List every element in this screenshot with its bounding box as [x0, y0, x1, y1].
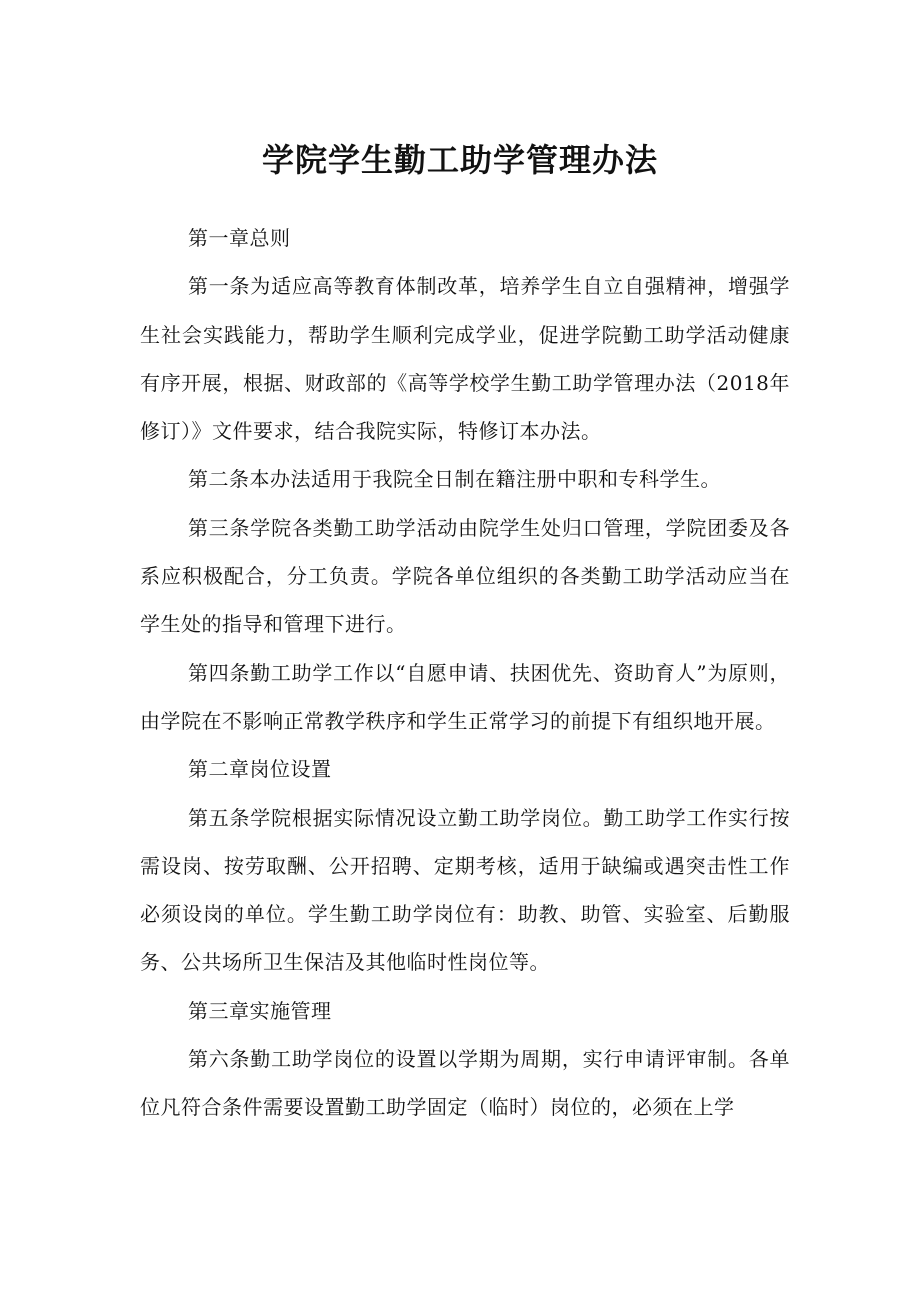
- article-5-paragraph: 第五条学院根据实际情况设立勤工助学岗位。勤工助学工作实行按需设岗、按劳取酬、公开招聘、定期考核，适用于缺编或遇突击性工作必须设岗的单位。学生勤工助学岗位有：助教、助管、实验室、后勤服务、公共场所卫生保洁及其他临时性岗位等。: [140, 805, 790, 975]
- document-body: [140, 214, 790, 1132]
- article-6-paragraph: 第六条勤工助学岗位的设置以学期为周期，实行申请评审制。各单位凡符合条件需要设置勤工助学固定（临时）岗位的，必须在上学: [140, 1047, 790, 1120]
- article-4-paragraph: 第四条勤工助学工作以“自愿申请、扶困优先、资助育人”为原则，由学院在不影响正常教学秩序和学生正常学习的前提下有组织地开展。: [140, 660, 790, 733]
- chapter-heading-management: 第三章实施管理: [188, 998, 332, 1023]
- article-3-paragraph: 第三条学院各类勤工助学活动由院学生处归口管理，学院团委及各系应积极配合，分工负责。学院各单位组织的各类勤工助学活动应当在学生处的指导和管理下进行。: [140, 515, 790, 637]
- article-2-paragraph: 第二条本办法适用于我院全日制在籍注册中职和专科学生。: [188, 467, 721, 492]
- chapter-heading-positions: 第二章岗位设置: [188, 757, 332, 782]
- document-title: 学院学生勤工助学管理办法: [261, 141, 658, 179]
- chapter-heading-general: 第一章总则: [188, 226, 291, 250]
- article-1-paragraph: 第一条为适应高等教育体制改革，培养学生自立自强精神，增强学生社会实践能力，帮助学生顺利完成学业，促进学院勤工助学活动健康有序开展，根据、财政部的《高等学校学生勤工助学管理办法（2018年修订）》文件要求，结合我院实际，特修订本办法。: [140, 274, 790, 444]
